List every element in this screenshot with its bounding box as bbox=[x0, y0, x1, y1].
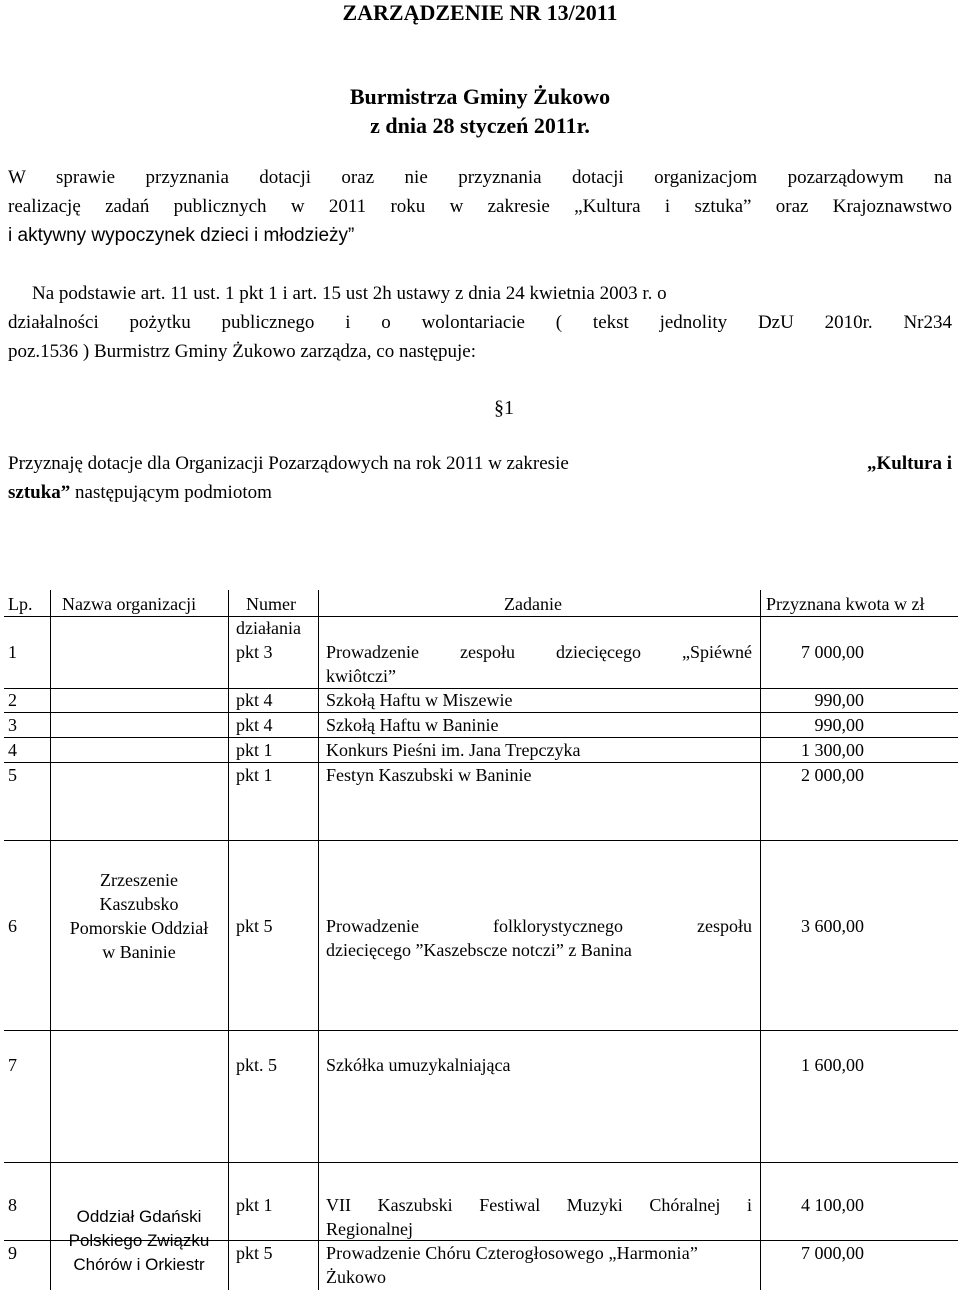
row-7-amount: 1 600,00 bbox=[801, 1055, 864, 1075]
subject-line-1: W sprawie przyznania dotacji oraz nie przyznania dotacji organizacjom pozarządowym na bbox=[8, 167, 952, 188]
row-9-task-1: Prowadzenie Chóru Czterogłosowego „Harmonia” bbox=[326, 1243, 698, 1263]
grant-intro-text: Przyznaję dotacje dla Organizacji Pozarządowych na rok 2011 w zakresie bbox=[8, 453, 569, 474]
row-divider-6 bbox=[4, 1030, 958, 1031]
column-divider-org bbox=[228, 590, 229, 1290]
column-divider-num bbox=[318, 590, 319, 1290]
row-6-task-2: dziecięcego ”Kaszebscze notczi” z Banina bbox=[326, 940, 632, 960]
row-1-task-2: kwiôtczi” bbox=[326, 666, 396, 686]
row-9-amount: 7 000,00 bbox=[801, 1243, 864, 1263]
row-8-pkt: pkt 1 bbox=[236, 1195, 273, 1215]
grant-intro-line-2 bbox=[8, 479, 952, 507]
header-lp: Lp. bbox=[8, 594, 33, 614]
row-9-pkt: pkt 5 bbox=[236, 1243, 273, 1263]
header-num-1: Numer bbox=[246, 594, 296, 614]
basis-line-1: Na podstawie art. 11 ust. 1 pkt 1 i art. 15 ust 2h ustawy z dnia 24 kwietnia 2003 r. o bbox=[32, 283, 667, 304]
basis-line-3: poz.1536 ) Burmistrz Gminy Żukowo zarządza, co następuje: bbox=[8, 341, 476, 362]
row-7-task: Szkółka umuzykalniająca bbox=[326, 1055, 511, 1075]
subject-line-2: realizację zadań publicznych w 2011 roku w zakresie „Kultura i sztuka” oraz Krajoznawstwo bbox=[8, 196, 952, 217]
date-line: z dnia 28 styczeń 2011r. bbox=[370, 113, 590, 138]
row-2-pkt: pkt 4 bbox=[236, 690, 273, 710]
section-number: §1 bbox=[494, 397, 514, 419]
row-1-amount: 7 000,00 bbox=[801, 642, 864, 662]
basis-line-2: działalności pożytku publicznego i o wolontariacie ( tekst jednolity DzU 2010r. Nr234 bbox=[8, 312, 952, 333]
row-9-lp: 9 bbox=[8, 1243, 17, 1263]
row-4-task: Konkurs Pieśni im. Jana Trepczyka bbox=[326, 740, 581, 760]
row-3-amount: 990,00 bbox=[814, 715, 864, 735]
row-divider-5 bbox=[4, 840, 958, 841]
row-5-lp: 5 bbox=[8, 765, 17, 785]
row-9-task-2: Żukowo bbox=[326, 1267, 386, 1287]
org-oddzial-1: Oddział Gdański bbox=[76, 1207, 202, 1226]
org-oddzial-3: Chórów i Orkiestr bbox=[73, 1255, 205, 1274]
row-6-amount: 3 600,00 bbox=[801, 916, 864, 936]
row-5-task: Festyn Kaszubski w Baninie bbox=[326, 765, 532, 785]
row-6-lp: 6 bbox=[8, 916, 17, 936]
row-4-amount: 1 300,00 bbox=[801, 740, 864, 760]
row-2-amount: 990,00 bbox=[814, 690, 864, 710]
row-1-lp: 1 bbox=[8, 642, 17, 662]
org-zrzeszenie-4: w Baninie bbox=[102, 942, 176, 962]
grant-intro-text-2: następującym podmiotom bbox=[75, 482, 272, 503]
row-4-pkt: pkt 1 bbox=[236, 740, 273, 760]
row-7-lp: 7 bbox=[8, 1055, 17, 1075]
header-org: Nazwa organizacji bbox=[62, 594, 197, 614]
row-5-pkt: pkt 1 bbox=[236, 765, 273, 785]
org-zrzeszenie-1: Zrzeszenie bbox=[100, 870, 178, 890]
org-zrzeszenie-3: Pomorskie Oddział bbox=[69, 918, 209, 938]
org-zrzeszenie-2: Kaszubsko bbox=[99, 894, 179, 914]
issuer-line: Burmistrza Gminy Żukowo bbox=[349, 84, 611, 109]
org-oddzial-2: Polskiego Związku bbox=[68, 1231, 210, 1250]
row-6-pkt: pkt 5 bbox=[236, 916, 273, 936]
row-8-lp: 8 bbox=[8, 1195, 17, 1215]
grant-intro-bold-2: sztuka” bbox=[8, 482, 71, 503]
row-2-task: Szkołą Haftu w Miszewie bbox=[326, 690, 513, 710]
row-8-task-2: Regionalnej bbox=[326, 1219, 413, 1239]
row-2-lp: 2 bbox=[8, 690, 17, 710]
header-task: Zadanie bbox=[504, 594, 562, 614]
header-num-2: działania bbox=[236, 618, 301, 638]
row-3-lp: 3 bbox=[8, 715, 17, 735]
row-5-amount: 2 000,00 bbox=[801, 765, 864, 785]
row-8-task-1: VII Kaszubski Festiwal Muzyki Chóralnej i bbox=[326, 1195, 752, 1215]
row-7-pkt: pkt. 5 bbox=[236, 1055, 278, 1075]
row-1-task-1: Prowadzenie zespołu dziecięcego „Spiéwné bbox=[326, 642, 752, 662]
header-amount: Przyznana kwota w zł bbox=[766, 594, 925, 614]
row-8-amount: 4 100,00 bbox=[801, 1195, 864, 1215]
grant-intro-line-1 bbox=[8, 450, 952, 478]
row-4-lp: 4 bbox=[8, 740, 17, 760]
grant-intro-bold: „Kultura i bbox=[867, 453, 952, 474]
table-header-divider bbox=[4, 616, 958, 617]
subject-line-3: i aktywny wypoczynek dzieci i młodzieży” bbox=[8, 225, 355, 246]
document-title: ZARZĄDZENIE NR 13/2011 bbox=[342, 0, 618, 25]
column-divider-task bbox=[760, 590, 761, 1290]
row-3-task: Szkołą Haftu w Baninie bbox=[326, 715, 499, 735]
row-6-task-1: Prowadzenie folklorystycznego zespołu bbox=[326, 916, 752, 936]
row-1-pkt: pkt 3 bbox=[236, 642, 273, 662]
row-divider-7 bbox=[4, 1162, 958, 1163]
row-3-pkt: pkt 4 bbox=[236, 715, 273, 735]
